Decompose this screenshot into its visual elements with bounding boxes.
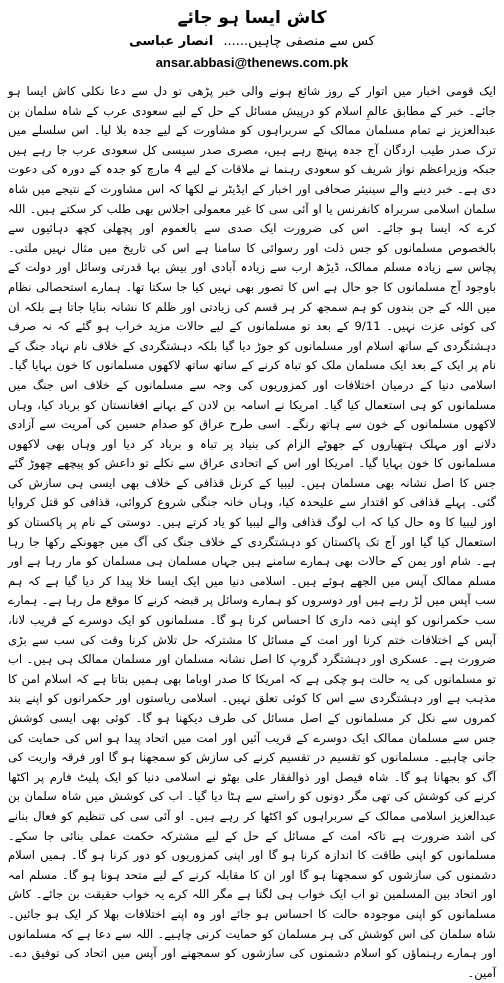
article-title: کاش ایسا ہو جائے: [177, 8, 327, 28]
author-name: انصار عباسی: [129, 34, 214, 49]
article-body: [8, 82, 496, 983]
byline: [8, 32, 496, 52]
article-paragraph: ایک قومی اخبار میں اتوار کے روز شائع ہونے والی خبر پڑھی تو دل سے دعا نکلی کاش ایسا ہو جائے۔ خبر کے مطابق عالمِ اسلام کو درپیش مسائل کے حل کے لیے سعودی عرب کے شاہ سلمان بن عبدالعزیز نے تمام مسلمان ممالک کے سربراہوں کو مشاورت کے لیے جدہ بلا لیا۔ اس سلسلے میں ترک صدر طیب اردگان آج جدہ پہنچ رہے ہیں، مصری صدر سیسی کل سعودی عرب جا رہے ہیں جبکہ وزیراعظم نواز شریف کو سعودی رہنما نے ملاقات کے لیے 4 مارچ کو جدہ کے دورہ کی دعوت دی ہے۔ خبر دینے والے سینیئر صحافی اور اخبار کے ایڈیٹر نے لکھا کہ اس مشاورت کے نتیجے میں شاہ سلمان اسلامی سربراہ کانفرنس یا او آئی سی کا غیر معمولی اجلاس بھی طلب کر سکتے ہیں۔ اللہ کرے کہ ایسا ہو جائے۔ اس کی ضرورت ایک صدی سے بالعموم اور پچھلی کچھ دہائیوں سے بالخصوص مسلمانوں کو جس ذلت اور رسوائی کا سامنا ہے اس کی تاریخ میں مثال نہیں ملتی۔ پچاس سے زیادہ مسلم ممالک، ڈیڑھ ارب سے زیادہ آبادی اور بیش بہا قدرتی وسائل اور دولت کے باوجود آج مسلمانوں کا جو حال ہے اس کا تصور بھی نہیں کیا جا سکتا تھا۔ ہمارے استحصالی نظام میں اللہ کے جن بندوں کو ہم سمجھ کر ہر قسم کی زیادتی اور ظلم کا نشانہ بنایا جاتا ہے بلکہ ان کی کوئی عزت نہیں۔ 9/11 کے بعد تو مسلمانوں کے لیے حالات مزید خراب ہو گئے کہ نہ صرف دہشتگردی کے ساتھ اسلام اور مسلمانوں کو جوڑ دیا گیا بلکہ دہشتگردی کے خلاف نام نہاد جنگ کے نام پر ایک کے بعد ایک مسلمان ملک کو تباہ کرنے کے ساتھ ساتھ لاکھوں مسلمانوں کا خون بہایا گیا۔ اسلامی دنیا کے درمیان اختلافات اور کمزوریوں کی وجہ سے مسلمانوں کے خلاف اس جنگ میں مسلمانوں کو ہی استعمال کیا گیا۔ امریکا نے اسامہ بن لادن کے بہانے افغانستان کو برباد کیا، وہاں لاکھوں مسلمانوں کے خون سے ہاتھ رنگے۔ اسی طرح عراق کو صدام حسین کی آمریت سے آزادی دلانے اور مہلک ہتھیاروں کے جھوٹے الزام کی بنیاد پر تباہ و برباد کر دیا اور وہاں بھی لاکھوں مسلمانوں کا خون بہایا گیا۔ امریکا اور اس کے اتحادی عراق سے نکلے تو داعش کو پیچھے چھوڑ گئے جس کا اصل نشانہ بھی مسلمان ہیں۔ لیبیا کے کرنل قذافی کے خلاف بھی ایسی ہی سازش کی گئی۔ پہلے قذافی کو اقتدار سے علیحدہ کیا، وہاں خانہ جنگی شروع کروائی، قذافی کو قتل کروایا اور لیبیا کا وہ حال کیا کہ اب لوگ قذافی والے لیبیا کو یاد کرتے ہیں۔ دوستی کے نام پر پاکستان کو استعمال کیا گیا اور آج تک پاکستان کو دہشتگردی کے خلاف جنگ کی آگ میں جھونکے رکھا جا رہا ہے۔ شام اور یمن کے حالات بھی ہمارے سامنے ہیں جہاں مسلمان ہی مسلمان کو مار رہا ہے اور مسلم ممالک آپس میں الجھے ہوئے ہیں۔ اسلامی دنیا میں ایک ایسا خلا پیدا کر دیا گیا ہے کہ ہم سب آپس میں لڑ رہے ہیں اور دوسروں کو ہمارے وسائل پر قبضہ کرنے کا موقع مل رہا ہے۔ ہمارے سب حکمرانوں کو اپنی ذمہ داری کا احساس کرنا ہو گا۔ مسلمانوں کو ایک دوسرے کے قریب لانا، آپس کے اختلافات ختم کرنا اور امت کے مسائل کا مشترکہ حل تلاش کرنا وقت کی سب سے بڑی ضرورت ہے۔ عسکری اور دہشتگرد گروپ کا اصل نشانہ مسلمان اور مسلمان ممالک ہی ہیں۔ اب تو مسلمانوں کی یہ حالت ہو چکی ہے کہ امریکا کا صدر اوباما بھی ہمیں بتاتا ہے کہ اسلام امن کا مذہب ہے اور دہشتگردی سے اس کا کوئی تعلق نہیں۔ اسلامی ریاستوں اور حکمرانوں کو اپنے بند کمروں سے نکل کر مسلمانوں کے اصل مسائل کی طرف دیکھنا ہو گا۔ کوئی بھی ایسی کوشش جس سے مسلمان ممالک ایک دوسرے کے قریب آئیں اور امت میں اتحاد پیدا ہو اس کی حمایت کی جانی چاہیے۔ مسلمانوں کو تقسیم در تقسیم کرنے کی سازش کو سمجھنا ہو گا اور فرقہ واریت کی آگ کو بجھانا ہو گا۔ شاہ فیصل اور ذوالفقار علی بھٹو نے اسلامی دنیا کو ایک پلیٹ فارم پر اکٹھا کرنے کی کوشش کی تھی مگر دونوں کو راستے سے ہٹا دیا گیا۔ اب کی کوشش میں شاہ سلمان بن عبدالعزیز اسلامی ممالک کے سربراہوں کو اکٹھا کر رہے ہیں۔ او آئی سی کی تنظیم کو فعال بنانے کی اشد ضرورت ہے تاکہ امت کے مسائل کے حل کے لیے مشترکہ حکمت عملی بنائی جا سکے۔ مسلمانوں کو اپنی طاقت کا اندازہ کرنا ہو گا اور اپنی کمزوریوں کو دور کرنا ہو گا۔ ہمیں اسلام دشمنوں کی سازشوں کو سمجھنا ہو گا اور ان کا مقابلہ کرنے کے لیے متحد ہونا ہو گا۔ مسلم امہ اور اتحاد بین المسلمین تو اب ایک خواب ہی لگتا ہے مگر اللہ کرے یہ خواب حقیقت بن جائے۔ کاش مسلمانوں کو اپنی موجودہ حالت کا احساس ہو جائے اور وہ اپنے اختلافات بھلا کر ایک ہو جائیں۔ شاہ سلمان کی اس کوشش کی ہر مسلمان کو حمایت کرنی چاہیے۔ اللہ سے دعا ہے کہ مسلمانوں اور ہمارے رہنماؤں کو اسلام دشمنوں کی سازشوں کو سمجھنے اور آپس میں اتحاد کی توفیق دے۔ آمین۔: [8, 84, 496, 980]
author-email[interactable]: ansar.abbasi@thenews.com.pk: [155, 55, 349, 70]
article-subtitle: کس سے منصفی چاہیں......: [223, 34, 375, 49]
